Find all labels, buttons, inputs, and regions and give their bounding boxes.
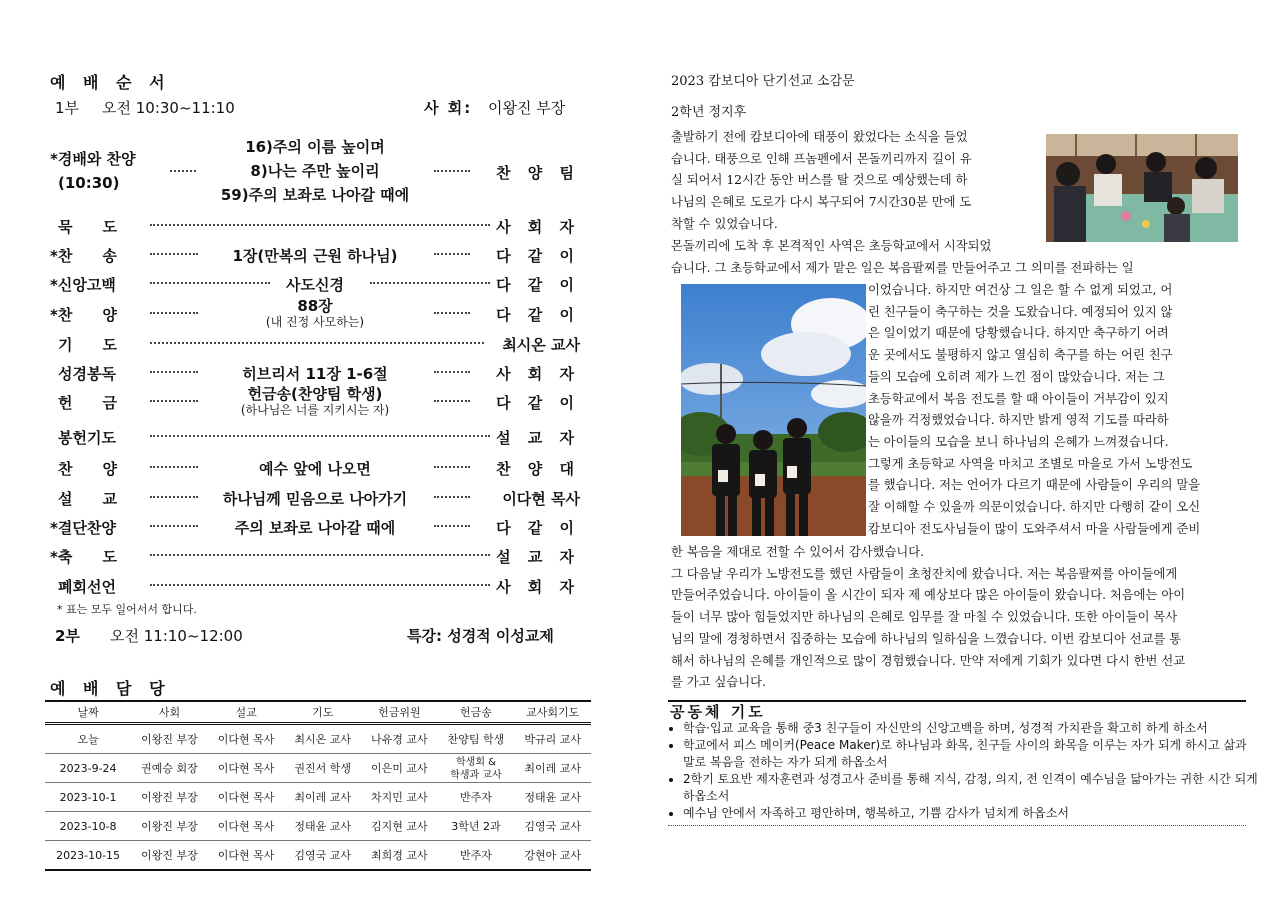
cell-offering-song: 반주자 [438,783,515,812]
duty-title: 예 배 담 당 [50,679,171,698]
offering-song-line-2: 학생과 교사 [450,770,502,781]
cell-date: 오늘 [45,724,131,754]
essay-title: 2023 캄보디아 단기선교 소감문 [671,74,855,89]
order-item-time: (10:30) [58,174,120,192]
dot-leader [150,400,198,402]
order-item-prayer [50,330,580,356]
order-item-name: 봉헌기도 [58,429,116,447]
dot-leader [434,525,470,527]
praise-song-1: 16)주의 이름 높이며 [245,138,385,156]
order-item-who: 이다현 목사 [502,490,580,508]
cell-sermon: 이다현 목사 [208,724,285,754]
cell-prayer: 최이레 교사 [284,783,361,812]
essay-line: 몬돌끼리에 도착 후 본격적인 사역은 초등학교에서 시작되었 [671,238,992,253]
table-row [45,783,591,812]
order-item-benediction [50,542,580,568]
worship-order-title: 예 배 순 서 [50,73,171,92]
cell-host: 권예승 회장 [131,754,208,783]
dot-leader [150,525,198,527]
order-item-content: 헌금송(찬양팀 학생) [247,385,383,403]
essay-line: 출발하기 전에 캄보디아에 태풍이 왔었다는 소식을 들었 [671,130,968,144]
order-item-sermon [50,484,580,510]
essay-line: 은 일이었기 때문에 당황했습니다. 하지만 축구하기 어려 [868,326,1169,341]
order-item-name: 설 교 [58,490,117,508]
list-item: • 예수님 안에서 자족하고 평안하며, 행복하고, 기쁨 감사가 넘치게 하옵소서 [683,805,1261,822]
duty-table [45,700,591,871]
order-item-who: 다 같 이 [496,276,580,294]
order-item-content: 88장 [297,297,333,315]
order-item-who: 사 회 자 [496,365,580,383]
order-item-scripture [50,359,580,385]
cell-prayer: 정태윤 교사 [284,812,361,841]
order-item-name: *축 도 [50,548,117,566]
order-item-name: *찬 양 [50,306,117,324]
order-item-name: 헌 금 [58,394,117,412]
dot-leader [150,371,198,373]
dot-leader [150,312,198,314]
essay-line: 캄보디아 전도사님들이 많이 도와주셔서 마을 사람들에게 준비 [868,521,1201,536]
table-row [45,754,591,783]
part1-time: 오전 10:30~11:10 [102,99,235,117]
cell-prayer: 김영국 교사 [284,841,361,871]
list-item: • 학교에서 피스 메이커(Peace Maker)로 하나님과 화목, 친구들 사이의 화목을 이루는 자가 되게 하시고 삶과 말로 복음을 전하는 자가 되게 하옵소서 [683,737,1261,771]
standing-note: * 표는 모두 일어서서 합니다. [57,603,197,616]
cell-offering-song [438,754,515,783]
order-item-decision-song [50,513,580,539]
cell-date: 2023-10-1 [45,783,131,812]
dot-leader [434,400,470,402]
dot-leader [150,224,490,226]
cell-offering-song: 찬양팀 학생 [438,724,515,754]
cell-sermon: 이다현 목사 [208,812,285,841]
essay-line: 운 곳에서도 불평하지 않고 열심히 축구를 하는 어린 친구 [868,348,1173,363]
bracelet-workshop-photo [1046,134,1238,242]
essay-line: 는 아이들의 모습을 보니 하나님의 은혜가 느껴졌습니다. [868,434,1169,449]
dot-leader [434,496,470,498]
essay-line: 초등학교에서 복음 전도를 할 때 아이들이 거부감이 있지 [868,391,1169,406]
order-item-who: 다 같 이 [496,306,580,324]
essay-paragraph-c [868,280,1241,540]
essay-author: 2학년 정지후 [671,105,747,120]
dot-leader [370,282,490,284]
dot-leader [170,170,196,172]
order-item-creed [50,270,580,296]
cell-host: 이왕진 부장 [131,783,208,812]
col-offering-staff: 헌금위원 [361,701,438,724]
cell-teacher-prayer: 강현아 교사 [514,841,591,871]
part2-special: 특강: 성경적 이성교제 [407,627,554,645]
col-date: 날짜 [45,701,131,724]
order-item-name: *경배와 찬양 [50,150,136,168]
order-item-subtitle: (내 진정 사모하는) [265,315,365,329]
prayer-list [668,720,1261,822]
order-item-content: 히브리서 11장 1-6절 [242,365,388,383]
essay-line: 한 복음을 제대로 전할 수 있어서 감사했습니다. [671,545,925,559]
order-item-who: 사 회 자 [496,218,580,236]
dot-leader [150,282,270,284]
essay-line: 를 가고 싶습니다. [671,675,766,690]
list-item: • 학습·입교 교육을 통해 중3 친구들이 자신만의 신앙고백을 하며, 성경적 가치관을 확고히 하게 하소서 [683,720,1261,737]
cell-date: 2023-9-24 [45,754,131,783]
order-item-praise [50,136,580,206]
order-item-who: 최시온 교사 [502,336,580,354]
part1-host-label: 사 회: [424,99,473,117]
list-item: • 2학기 토요반 제자훈련과 성경고사 준비를 통해 지식, 감정, 의지, 전 인격이 예수님을 닮아가는 귀한 시간 되게 하옵소서 [683,771,1261,805]
duty-header-row [45,701,591,724]
dot-leader [150,466,198,468]
essay-line: 들이 너무 많아 힘들었지만 하나님의 은혜로 임무를 잘 마칠 수 있었습니다. 또한 아이들이 목사 [671,610,1178,625]
essay-line: 린 친구들이 축구하는 것을 도왔습니다. 예정되어 있지 않 [868,304,1173,319]
cell-teacher-prayer: 김영국 교사 [514,812,591,841]
cell-teacher-prayer: 박규리 교사 [514,724,591,754]
part2-label: 2부 [55,627,80,645]
order-item-who: 찬 양 팀 [496,164,580,182]
order-item-content: 사도신경 [286,276,344,294]
essay-paragraph-a [671,127,1037,257]
dot-leader [434,466,470,468]
essay-line: 나님의 은혜로 도로가 다시 복구되어 7시간30분 만에 도 [671,195,972,210]
dot-leader [434,312,470,314]
order-item-content: 1장(만복의 근원 하나님) [232,247,398,265]
essay-line: 들의 모습에 오히려 제가 느낀 점이 많았습니다. 저는 그 [868,369,1165,384]
order-item-praise-song [50,295,580,329]
order-item-name: 묵 도 [58,218,117,236]
order-item-who: 설 교 자 [496,429,580,447]
dot-leader [150,496,198,498]
essay-line: 그 다음날 우리가 노방전도를 했던 사람들이 초청잔치에 왔습니다. 저는 복음팔찌를 아이들에게 [671,566,1178,581]
cell-sermon: 이다현 목사 [208,841,285,871]
order-item-name: *결단찬양 [50,519,116,537]
order-item-who: 다 같 이 [496,519,580,537]
order-item-name: *찬 송 [50,247,117,265]
order-item-name: *신앙고백 [50,276,116,294]
order-item-who: 다 같 이 [496,247,580,265]
order-item-offering [50,383,580,417]
cell-offering-staff: 이은미 교사 [361,754,438,783]
part1-label: 1부 [55,99,80,117]
order-item-choir [50,454,580,480]
cell-prayer: 최시온 교사 [284,724,361,754]
col-prayer: 기도 [284,701,361,724]
prayer-bottom-rule [668,825,1246,826]
order-item-who: 다 같 이 [496,394,580,412]
essay-line: 를 했습니다. 저는 언어가 다르기 때문에 사람들이 우리의 말을 [868,478,1201,493]
cell-offering-staff: 김지현 교사 [361,812,438,841]
cell-host: 이왕진 부장 [131,841,208,871]
order-item-who: 설 교 자 [496,548,580,566]
col-teacher-prayer: 교사회기도 [514,701,591,724]
dot-leader [150,342,484,344]
dot-leader [434,170,470,172]
cell-date: 2023-10-8 [45,812,131,841]
order-item-who: 사 회 자 [496,578,580,596]
col-host: 사회 [131,701,208,724]
order-item-content: 주의 보좌로 나아갈 때에 [234,519,396,537]
order-item-subtitle: (하나님은 너를 지키시는 자) [240,403,390,417]
col-sermon: 설교 [208,701,285,724]
essay-line: 않을까 걱정했었습니다. 하지만 밝게 영적 기도를 따라하 [868,413,1169,428]
order-item-hymn [50,241,580,267]
cell-offering-staff: 차지민 교사 [361,783,438,812]
cell-teacher-prayer: 최이레 교사 [514,754,591,783]
essay-line: 습니다. 태풍으로 인해 프놈펜에서 몬돌끼리까지 길이 유 [671,151,972,166]
order-item-content: 예수 앞에 나오면 [259,460,371,478]
essay-line: 잘 이해할 수 있을까 의문이었습니다. 하지만 다행히 같이 오신 [868,500,1201,515]
order-item-content: 하나님께 믿음으로 나아가기 [222,490,408,508]
order-item-name: 폐회선언 [58,578,116,596]
cell-date: 2023-10-15 [45,841,131,871]
part1-host: 이왕진 부장 [488,99,566,117]
cell-sermon: 이다현 목사 [208,754,285,783]
dot-leader [434,371,470,373]
order-item-name: 기 도 [58,336,117,354]
cell-teacher-prayer: 정태윤 교사 [514,783,591,812]
praise-song-2: 8)나는 주만 높이리 [250,162,380,180]
dot-leader [150,554,490,556]
table-row [45,724,591,754]
cell-offering-staff: 최희경 교사 [361,841,438,871]
order-item-name: 찬 양 [58,460,117,478]
order-item-closing [50,572,580,598]
dot-leader [434,253,470,255]
table-row [45,812,591,841]
cell-host: 이왕진 부장 [131,724,208,754]
essay-line: 해서 하나님의 은혜를 개인적으로 많이 경험했습니다. 만약 저에게 기회가 있다면 다시 한번 선교 [671,653,1186,668]
praise-song-3: 59)주의 보좌로 나아갈 때에 [220,186,410,204]
order-item-who: 찬 양 대 [496,460,580,478]
table-row [45,841,591,871]
cell-prayer: 권진서 학생 [284,754,361,783]
part2-time: 오전 11:10~12:00 [110,627,243,645]
essay-line: 만들어주었습니다. 아이들이 올 시간이 되자 제 예상보다 많은 아이들이 왔습니다. 처음에는 아이 [671,588,1186,603]
essay-line: 그렇게 초등학교 사역을 마치고 조별로 마을로 가서 노방전도 [868,456,1193,471]
cell-offering-song: 반주자 [438,841,515,871]
mission-team-photo [681,284,866,536]
essay-line: 이었습니다. 하지만 여건상 그 일은 할 수 없게 되었고, 어 [868,283,1173,297]
essay-line: 님의 말에 경청하면서 집중하는 모습에 하나님의 일하심을 느꼈습니다. 이번 캄보디아 선교를 통 [671,631,1182,646]
order-item-silent-prayer [50,212,580,238]
cell-sermon: 이다현 목사 [208,783,285,812]
essay-paragraph-d [671,542,1243,694]
cell-offering-staff: 나유경 교사 [361,724,438,754]
essay-line-full: 습니다. 그 초등학교에서 제가 맡은 일은 복음팔찌를 만들어주고 그 의미를 전파하는 일 [671,261,1134,275]
dot-leader [150,584,490,586]
order-item-name: 성경봉독 [58,365,116,383]
col-offering-song: 헌금송 [438,701,515,724]
dot-leader [150,253,198,255]
offering-song-line-1: 학생회 & [456,757,496,768]
cell-host: 이왕진 부장 [131,812,208,841]
essay-line: 착할 수 있었습니다. [671,216,778,231]
cell-offering-song: 3학년 2과 [438,812,515,841]
prayer-title: 공동체 기도 [670,703,766,721]
dot-leader [150,435,490,437]
order-item-offering-prayer [50,423,580,449]
essay-line: 실 되어서 12시간 동안 버스를 탈 것으로 예상했는데 하 [671,173,968,188]
